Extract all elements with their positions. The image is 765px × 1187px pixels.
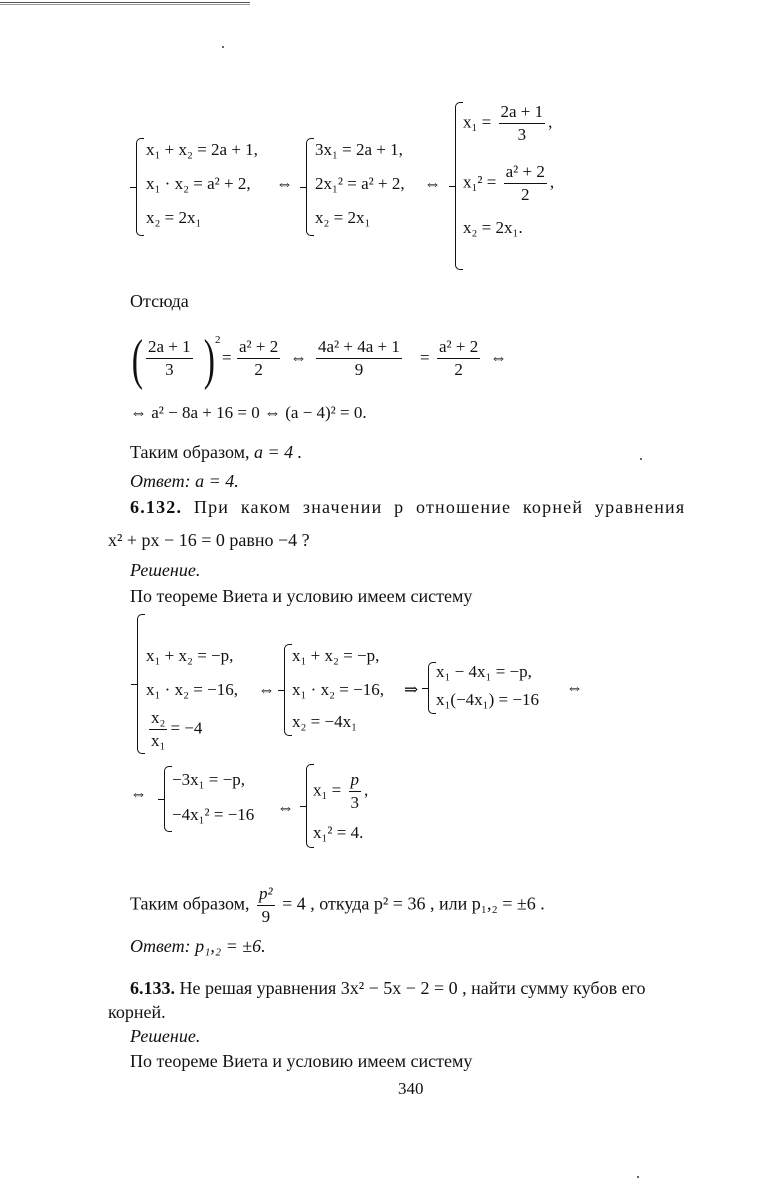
eq-line: x₁ · x₂ = a² + 2,: [146, 174, 251, 193]
problem-133-statement: 6.133. Не решая уравнения 3x² − 5x − 2 = 0 , найти сумму кубов его: [130, 978, 646, 998]
vieta-text: По теореме Виета и условию имеем систему: [130, 1051, 473, 1071]
speck: [640, 458, 642, 460]
header-rule: [0, 2, 250, 3]
page-number: 340: [398, 1079, 424, 1098]
speck: [222, 46, 224, 48]
problem-number: 6.133.: [130, 978, 175, 998]
vieta-text: По теореме Виета и условию имеем систему: [130, 586, 473, 606]
eq-line: x₂ = 2x₁: [146, 208, 202, 227]
answer-line: Ответ: a = 4.: [130, 471, 239, 491]
iff-arrow: ⇔: [258, 680, 275, 699]
iff-arrow: ⇔: [277, 798, 294, 817]
answer-line: Ответ: p₁,₂ = ±6.: [130, 936, 266, 956]
eq-line: 2x₁² = a² + 2,: [315, 174, 405, 193]
header-rule-thin: [0, 4, 250, 5]
iff-arrow: ⇔: [130, 784, 147, 803]
conclusion-line: Таким образом, $\frac{\text{p²}}{9}$ = 4 , откуда p² = 36 , или p₁,₂ = ±6 .: [130, 884, 545, 926]
problem-132-statement: 6.132. При каком значении p отношение корней уравнения: [130, 497, 686, 517]
equation-line-2: ⇔ a² − 8a + 16 = 0 ⇔ (a − 4)² = 0.: [130, 403, 367, 422]
eq-line: x₁ + x₂ = 2a + 1,: [146, 140, 258, 159]
eq-line: x₂ = 2x₁.: [463, 218, 523, 237]
solution-label: Решение.: [130, 1026, 201, 1046]
eq-line: x₁² = $\frac{\text{a² + 2}}{2}$ ,: [463, 162, 555, 204]
iff-arrow: ⇔: [424, 174, 441, 193]
implies-arrow: ⇒: [404, 680, 419, 699]
eq-line: 3x₁ = 2a + 1,: [315, 140, 403, 159]
book-page: x₁ + x₂ = 2a + 1, x₁ · x₂ = a² + 2, x₂ = 2x₁ ⇔ 3x₁ = 2a + 1, 2x₁² = a² + 2, x₂ = 2x₁ ⇔ x₁ = $\frac{2a + 1}{3}$ , x₁² = $\frac{\text{a² + 2}}{2}$ , x₂ = 2x₁. Отсюда ( $\frac{2a + 1}{3}$ ) 2 = $\frac{\text{a² + 2}}{2}$ ⇔ $\frac{\text{4a² + 4a + 1}}{9}$ = $\frac{\text{a² + 2}}{2}$ ⇔ ⇔ a² − 8a + 16 = 0 ⇔ (a − 4)² = 0. Таким образом, a = 4 . Ответ: a = 4. 6.132. При каком значении p отношение корней уравнения x² + px − 16 = 0 равно −4 ? Решение. По теореме Виета и условию имеем систему x₁ + x₂ = −p, x₁ · x₂ = −16, $\frac{\text{x₂}}{\text{x₁}}$ = −4 ⇔ x₁ + x₂ = −p, x₁ · x₂ = −16, x₂ = −4x₁ ⇒ x₁ − 4x₁ = −p, x₁(−4x₁) = −16 ⇔ ⇔ −3x₁ = −p, −4x₁² = −16 ⇔ x₁ = $\frac{p}{3}$ , x₁² = 4. Таким образом, $\frac{\text{p²}}{9}$ = 4 , откуда p² = 36 , или p₁,₂ = ±6 . Ответ: p₁,₂ = ±6. 6.133. Не решая уравнения 3x² − 5x − 2 = 0 , найти сумму кубов его корней. Решение. По теореме Виета и условию имеем систему 340: [0, 0, 765, 1187]
problem-133-statement-2: корней.: [108, 1002, 166, 1022]
iff-arrow: ⇔: [276, 174, 293, 193]
eq-line: x₁ = $\frac{2a + 1}{3}$ ,: [463, 102, 553, 144]
hence-label: Отсюда: [130, 291, 189, 311]
solution-label: Решение.: [130, 560, 201, 580]
speck: [637, 1176, 639, 1178]
eq-line: x₂ = 2x₁: [315, 208, 371, 227]
problem-number: 6.132.: [130, 497, 183, 517]
conclusion-line: Таким образом, a = 4 .: [130, 442, 303, 462]
iff-arrow: ⇔: [566, 678, 583, 697]
problem-132-statement-2: x² + px − 16 = 0 равно −4 ?: [108, 530, 310, 550]
